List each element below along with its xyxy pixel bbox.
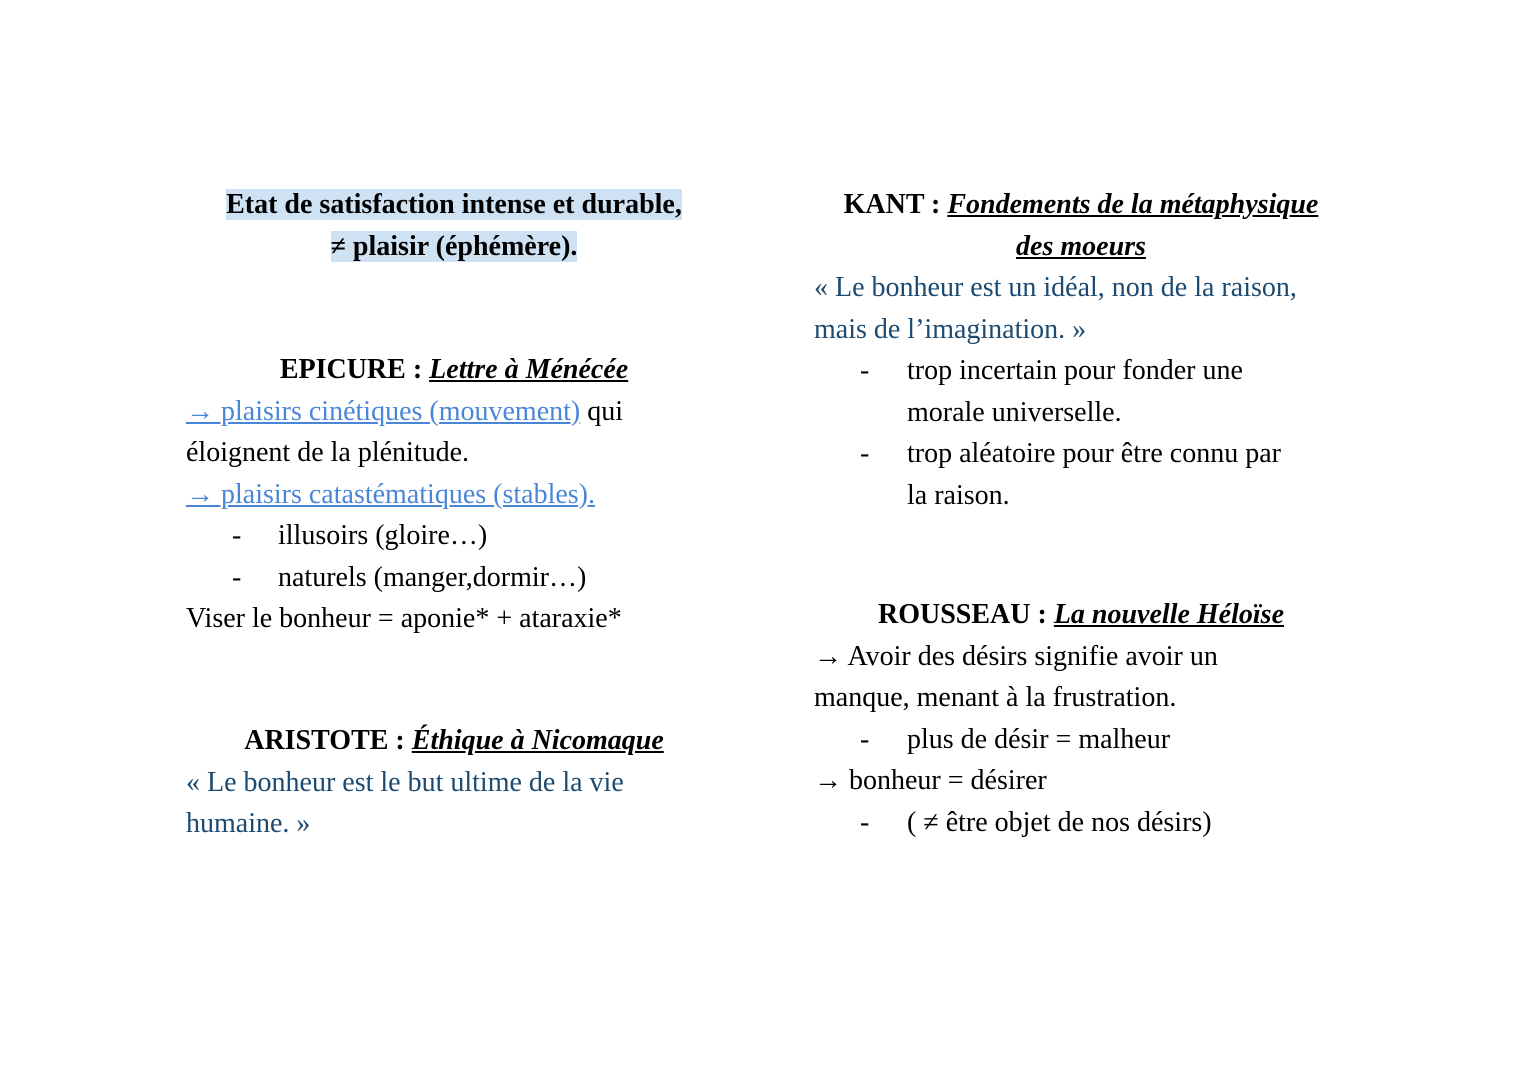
aristote-heading [186, 720, 722, 762]
definition-line-1: Etat de satisfaction intense et durable, [226, 189, 682, 220]
epicure-section [186, 349, 746, 640]
kant-quote-line-1: « Le bonheur est un idéal, non de la raison, [814, 272, 1297, 303]
arrow-icon: → [814, 640, 842, 672]
rousseau-author: ROUSSEAU : [878, 599, 1047, 630]
kinetic-rest: qui [580, 395, 624, 427]
aristote-quote-line-1: « Le bonheur est le but ultime de la vie [186, 766, 624, 798]
dash-bullet: - [232, 520, 242, 551]
kant-quote-line-2: mais de l’imagination. » [814, 313, 1087, 345]
aristote-work-title: Éthique à Nicomaque [411, 725, 664, 756]
list-item [232, 557, 746, 599]
definition-line-2: ≠ plaisir (éphémère). [330, 230, 578, 262]
list-item [860, 802, 1374, 844]
dash-bullet: - [232, 561, 242, 593]
kant-bullet-1-line-1: trop incertain pour fonder une [907, 355, 1243, 386]
kant-bullet-1-line-2: morale universelle. [907, 396, 1122, 428]
kant-section [814, 184, 1374, 516]
aristote-section [186, 720, 746, 845]
kant-author: KANT : [843, 189, 941, 220]
dash-bullet: - [860, 355, 870, 386]
epicure-author: EPICURE : [279, 354, 423, 385]
kant-work-title-1: Fondements de la métaphysique [947, 189, 1319, 220]
list-item [232, 515, 746, 557]
kant-work-title-2: des moeurs [1016, 230, 1146, 262]
rousseau-work-title: La nouvelle Héloïse [1053, 599, 1284, 630]
list-item [860, 433, 1374, 516]
epicure-bullet-2: naturels (manger,dormir…) [278, 561, 587, 593]
dash-bullet: - [860, 806, 870, 838]
definition [186, 184, 722, 267]
epicure-static-line [186, 474, 746, 516]
arrow-icon: → [186, 478, 214, 510]
dash-bullet: - [860, 438, 870, 469]
rousseau-point-2: → bonheur = désirer [814, 765, 1047, 796]
rousseau-bullet-2: ( ≠ être objet de nos désirs) [907, 806, 1212, 838]
arrow-icon: → [186, 395, 214, 427]
static-pleasures-link[interactable]: plaisirs catastématiques (stables). [214, 478, 595, 510]
epicure-kinetic-line [186, 391, 746, 433]
kinetic-pleasures-link[interactable]: plaisirs cinétiques (mouvement) [214, 395, 581, 427]
epicure-bullet-list [232, 515, 746, 598]
rousseau-bullet-list-2 [860, 802, 1374, 844]
epicure-kinetic-line-2: éloignent de la plénitude. [186, 437, 470, 468]
rousseau-bullet-1: plus de désir = malheur [907, 723, 1171, 755]
rousseau-section [814, 594, 1374, 843]
list-item [860, 719, 1374, 761]
rousseau-bullet-list-1 [860, 719, 1374, 761]
rousseau-point-1-line-2: manque, menant à la frustration. [814, 682, 1177, 713]
aristote-quote-line-2: humaine. » [186, 808, 311, 839]
arrow-icon: → [814, 765, 842, 796]
aristote-author: ARISTOTE : [244, 725, 405, 756]
kant-heading [814, 184, 1348, 267]
epicure-conclusion: Viser le bonheur = aponie* + ataraxie* [186, 603, 622, 634]
kant-bullet-2-line-2: la raison. [907, 479, 1010, 511]
epicure-bullet-1: illusoirs (gloire…) [278, 520, 488, 551]
epicure-work-title: Lettre à Ménécée [429, 354, 629, 385]
rousseau-heading [814, 594, 1348, 636]
kant-bullet-list [860, 350, 1374, 516]
list-item [860, 350, 1374, 433]
kant-bullet-2-line-1: trop aléatoire pour être connu par [907, 438, 1281, 469]
epicure-heading [186, 349, 722, 391]
dash-bullet: - [860, 723, 870, 755]
rousseau-point-1-line-1: → Avoir des désirs signifie avoir un [814, 640, 1218, 672]
